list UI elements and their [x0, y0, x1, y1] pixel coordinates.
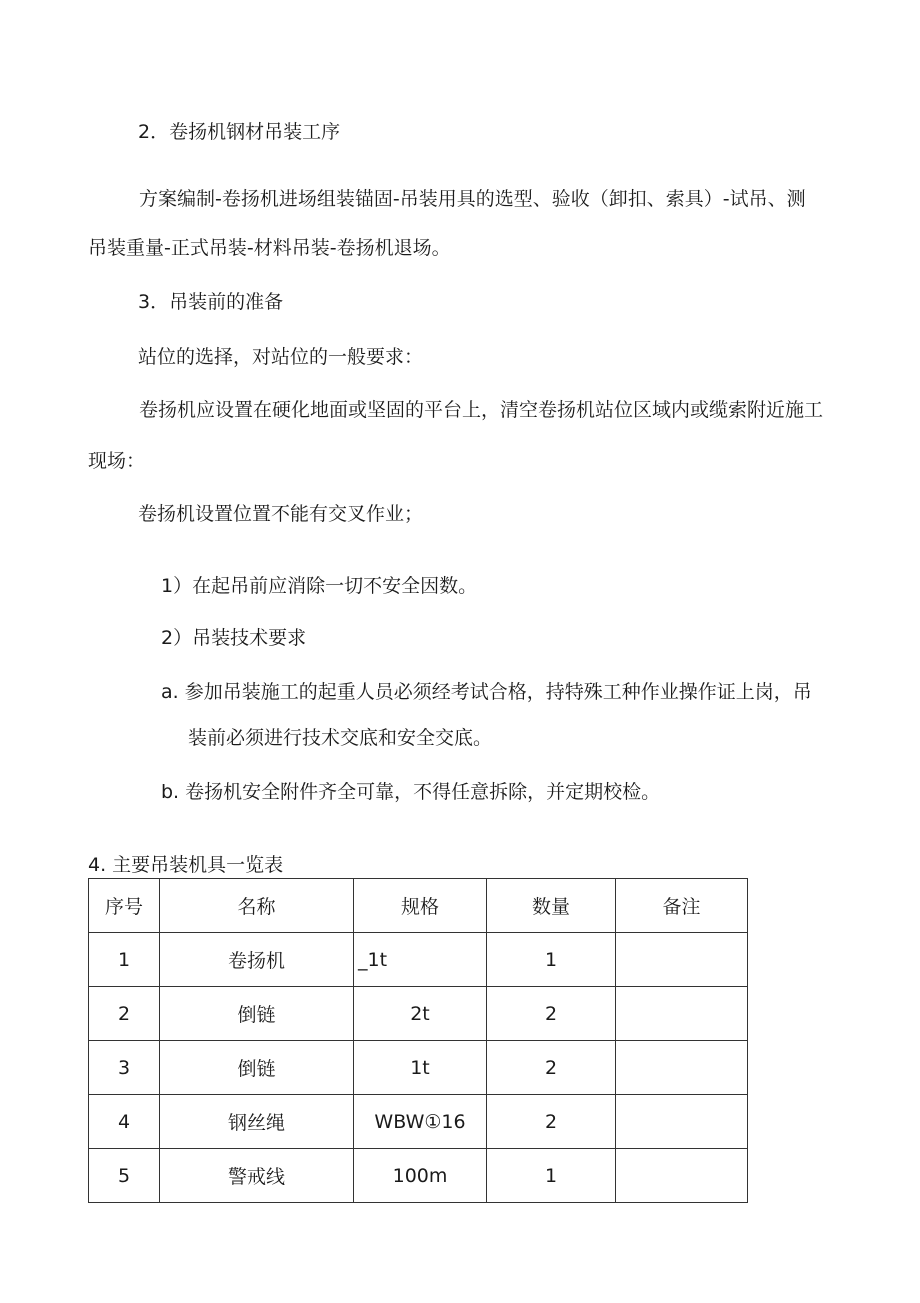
cell-quantity: 1	[487, 1149, 616, 1203]
cell-name: 倒链	[160, 987, 354, 1041]
section3-req1-line2: 现场：	[88, 450, 146, 472]
cell-index: 3	[89, 1041, 160, 1095]
cell-quantity: 1	[487, 933, 616, 987]
header-spec: 规格	[354, 879, 487, 933]
table-row	[89, 1095, 748, 1149]
section2-line2: 吊装重量-正式吊装-材料吊装-卷扬机退场。	[88, 237, 451, 259]
cell-spec: 2t	[354, 987, 487, 1041]
section3-req1-line1: 卷扬机应设置在硬化地面或坚固的平台上，清空卷扬机站位区域内或缆索附近施工	[139, 399, 824, 421]
cell-index: 1	[89, 933, 160, 987]
header-remarks: 备注	[616, 879, 748, 933]
cell-name: 钢丝绳	[160, 1095, 354, 1149]
cell-remarks	[616, 987, 748, 1041]
cell-spec: 1t	[354, 1041, 487, 1095]
cell-remarks	[616, 1041, 748, 1095]
table-row	[89, 1041, 748, 1095]
table-row	[89, 1149, 748, 1203]
cell-quantity: 2	[487, 987, 616, 1041]
header-index: 序号	[89, 879, 160, 933]
section3-item2: 2）吊装技术要求	[161, 627, 307, 649]
section3-req2: 卷扬机设置位置不能有交叉作业；	[138, 503, 424, 525]
equipment-table	[88, 878, 748, 1203]
section3-heading: 3．吊装前的准备	[138, 291, 284, 313]
section4-heading: 4. 主要吊装机具一览表	[88, 854, 284, 876]
cell-remarks	[616, 1149, 748, 1203]
section2-line1: 方案编制-卷扬机进场组装锚固-吊装用具的选型、验收（卸扣、索具）-试吊、测	[139, 188, 806, 210]
cell-remarks	[616, 1095, 748, 1149]
cell-name: 卷扬机	[160, 933, 354, 987]
section3-item-a-line2: 装前必须进行技术交底和安全交底。	[188, 727, 493, 749]
cell-index: 4	[89, 1095, 160, 1149]
cell-remarks	[616, 933, 748, 987]
cell-name: 警戒线	[160, 1149, 354, 1203]
header-name: 名称	[160, 879, 354, 933]
cell-quantity: 2	[487, 1041, 616, 1095]
header-quantity: 数量	[487, 879, 616, 933]
section2-heading: 2．卷扬机钢材吊装工序	[138, 121, 341, 143]
table-row	[89, 987, 748, 1041]
table-header-row	[89, 879, 748, 933]
cell-spec: 100m	[354, 1149, 487, 1203]
cell-name: 倒链	[160, 1041, 354, 1095]
cell-spec: WBW①16	[354, 1095, 487, 1149]
cell-spec: _1t	[354, 933, 487, 987]
table-row	[89, 933, 748, 987]
cell-quantity: 2	[487, 1095, 616, 1149]
section3-intro: 站位的选择，对站位的一般要求：	[138, 346, 424, 368]
section3-item-a-line1: a. 参加吊装施工的起重人员必须经考试合格，持特殊工种作业操作证上岗，吊	[161, 681, 812, 703]
section3-item-b: b. 卷扬机安全附件齐全可靠，不得任意拆除，并定期校检。	[161, 781, 661, 803]
cell-index: 2	[89, 987, 160, 1041]
cell-index: 5	[89, 1149, 160, 1203]
section3-item1: 1）在起吊前应消除一切不安全因数。	[161, 575, 478, 597]
